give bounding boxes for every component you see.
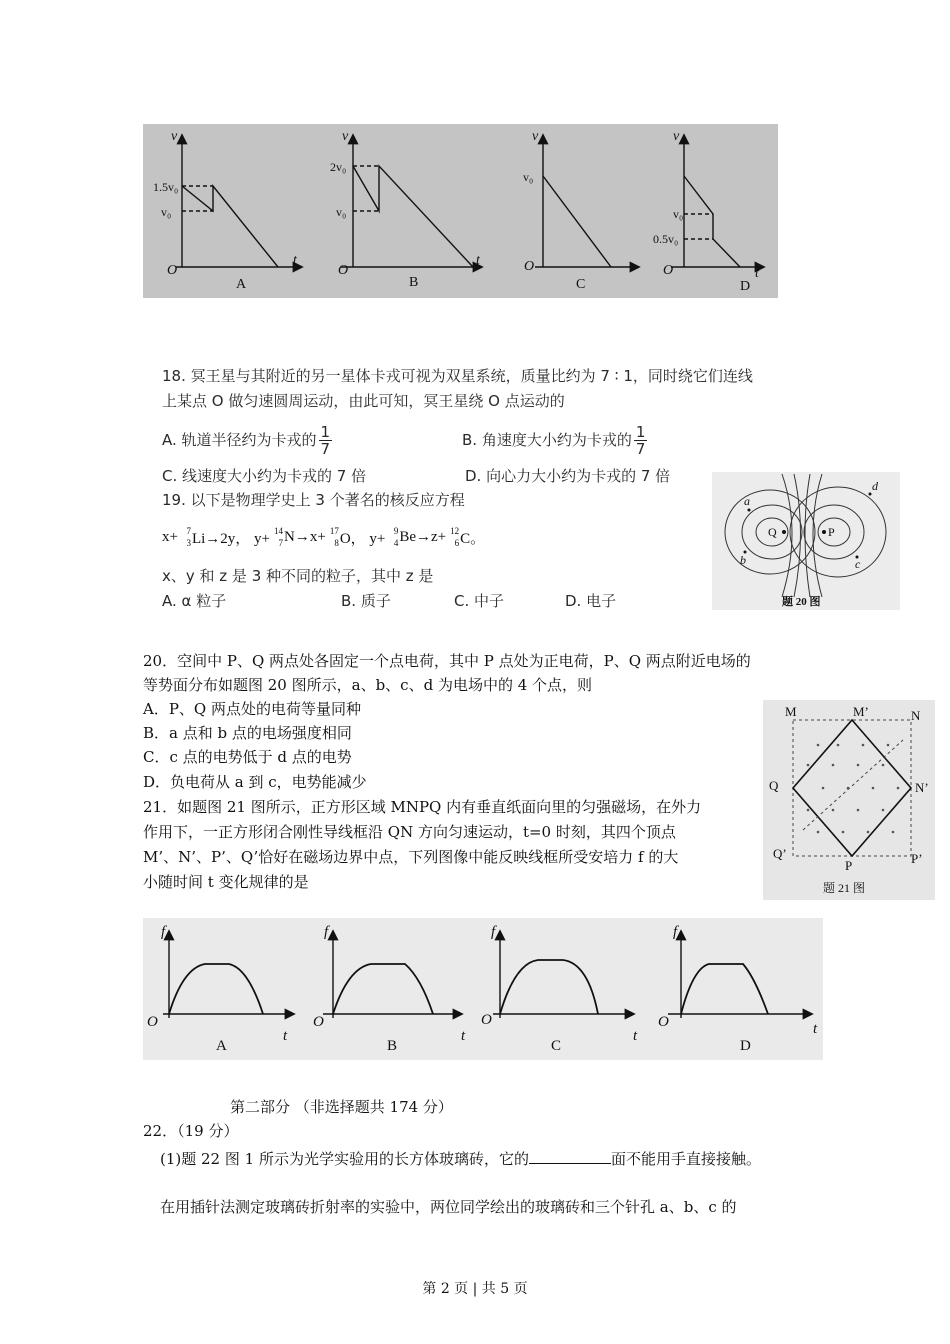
- q18-line2: 上某点 O 做匀速圆周运动，由此可知，冥王星绕 O 点运动的: [162, 392, 565, 410]
- fig20-label-q: Q: [768, 525, 777, 539]
- q18-option-d: D. 向心力大小约为卡戎的 7 倍: [465, 467, 671, 485]
- q21-line4: 小随时间 t 变化规律的是: [143, 873, 309, 891]
- fig21opt-d-axis-t: t: [813, 1021, 818, 1037]
- iso-be: [385, 526, 399, 548]
- q18-option-a-text: A. 轨道半径约为卡戎的: [162, 431, 317, 449]
- fig17-a-y1: 1.5v₀: [153, 180, 179, 194]
- q21-line1: 21．如题图 21 图所示，正方形区域 MNPQ 内有垂直纸面向里的匀强磁场，在外力: [143, 798, 702, 816]
- fig21-label-p1: P’: [911, 851, 923, 866]
- fig21opt-label-d: D: [740, 1038, 751, 1054]
- fig17-c-axis-t: t: [630, 260, 634, 275]
- q19-option-d: D. 电子: [565, 592, 617, 610]
- fig21-label-n1: N’: [915, 780, 929, 795]
- fig17-d-origin: O: [663, 263, 674, 278]
- fig17-d-y2: 0.5v₀: [653, 232, 679, 246]
- iso-o: [326, 526, 340, 548]
- fig17-b-y1: 2v₀: [330, 160, 347, 174]
- q18-option-b-text: B. 角速度大小约为卡戎的: [462, 431, 632, 449]
- fig20-label-c: c: [855, 557, 861, 571]
- eq-x: x+: [162, 528, 178, 545]
- fig21opt-b-axis-t: t: [461, 1028, 466, 1044]
- fig17-graph-c: [535, 136, 638, 267]
- q19-option-a: A. α 粒子: [162, 592, 227, 610]
- fig21opt-a-origin: O: [147, 1014, 158, 1030]
- iso-sup: 9: [393, 526, 399, 536]
- fig21-svg: [763, 700, 935, 900]
- fig17-svg: [143, 124, 778, 298]
- iso-sub: 4: [393, 538, 399, 548]
- eq-n: N→x+: [284, 528, 326, 545]
- fig17-graph-a: [176, 136, 301, 267]
- fig21opt-label-c: C: [551, 1038, 562, 1054]
- q19-equations: [162, 526, 485, 548]
- fig17-c-origin: O: [524, 259, 535, 274]
- fig17-label-a: A: [236, 277, 247, 292]
- fig21-label-m1: M’: [853, 704, 869, 719]
- q20-line1: 20．空间中 P、Q 两点处各固定一个点电荷，其中 P 点处为正电荷，P、Q 两点附近电场的: [143, 652, 751, 670]
- q22-line1-post: 面不能用手直接接触。: [610, 1150, 761, 1168]
- iso-sub: 8: [334, 538, 339, 548]
- q22-line1: [160, 1148, 761, 1170]
- q18-line1: 18. 冥王星与其附近的另一星体卡戎可视为双星系统，质量比约为 7 ∶ 1，同时绕它们连线: [162, 367, 753, 385]
- page-footer: 第 2 页 | 共 5 页: [422, 1281, 528, 1297]
- fig21opt-a-axis-f: f: [161, 924, 166, 940]
- iso-sup: 14: [274, 526, 284, 536]
- fig21-label-p: P: [845, 858, 853, 873]
- fig17-d-axis-v: v: [673, 129, 680, 144]
- fig17-label-d: D: [740, 279, 751, 294]
- fig21-label-m: M: [785, 704, 797, 719]
- fig21opt-label-b: B: [387, 1038, 398, 1054]
- eq-c: C。: [460, 530, 486, 547]
- q21-line3: M’、N’、P’、Q’恰好在磁场边界中点，下列图像中能反映线框所受安培力 f 的大: [143, 848, 679, 866]
- fig21opt-b-origin: O: [313, 1014, 324, 1030]
- fig20-panel: [712, 472, 900, 610]
- iso-c: [446, 526, 460, 548]
- fig21-caption: 题 21 图: [823, 881, 866, 895]
- fig20-svg: [712, 472, 900, 610]
- iso-sub: 3: [186, 538, 191, 548]
- fig21opt-d-origin: O: [658, 1014, 669, 1030]
- q22-line1-pre: (1)题 22 图 1 所示为光学实验用的长方体玻璃砖，它的: [160, 1150, 529, 1168]
- q18-option-b: [462, 420, 649, 460]
- q19-line3: x、y 和 z 是 3 种不同的粒子，其中 z 是: [162, 567, 434, 585]
- fig20-label-d: d: [872, 479, 878, 493]
- fig17-d-y1: v₀: [673, 207, 684, 221]
- fig17-b-axis-t: t: [476, 253, 480, 268]
- iso-n: [270, 526, 284, 548]
- q22-header: 22．（19 分）: [143, 1122, 239, 1140]
- eq-be: Be→z+: [399, 528, 447, 545]
- q20-option-d: D．负电荷从 a 到 c，电势能减少: [143, 773, 367, 791]
- fig21opt-a-axis-t: t: [283, 1028, 288, 1044]
- fig17-a-origin: O: [167, 263, 178, 278]
- fig21-label-q: Q: [769, 778, 779, 793]
- iso-li: [178, 526, 192, 548]
- q18-option-a-fraction: [319, 424, 333, 457]
- fig21opt-c-axis-f: f: [491, 924, 496, 940]
- fig20-caption: 题 20 图: [782, 596, 821, 608]
- q19-option-b: B. 质子: [341, 592, 391, 610]
- eq-li: Li→2y， y+: [191, 530, 271, 547]
- fig20-label-p: P: [828, 525, 835, 539]
- fig17-a-axis-v: v: [171, 129, 178, 144]
- fig17-label-c: C: [576, 277, 586, 292]
- fig17-c-axis-v: v: [532, 129, 539, 144]
- fig21-options-svg: [143, 918, 823, 1060]
- fig17-label-b: B: [409, 275, 419, 290]
- frac-num: 1: [635, 422, 646, 441]
- fig17-a-axis-t: t: [293, 253, 297, 268]
- iso-sup: 17: [329, 526, 339, 536]
- fig17-d-axis-t: t: [755, 266, 759, 281]
- fig21opt-c-origin: O: [481, 1012, 492, 1028]
- fig17-graph-d: [671, 136, 763, 267]
- q18-option-b-fraction: [634, 424, 648, 457]
- fig17-b-origin: O: [338, 263, 349, 278]
- fig21-panel: [763, 700, 935, 900]
- fig21-options-panel: [143, 918, 823, 1060]
- fig17-graph-b: [341, 136, 481, 267]
- fig21-label-n: N: [911, 708, 921, 723]
- q18-option-a: [162, 420, 334, 460]
- q20-option-b: B．a 点和 b 点的电场强度相同: [143, 724, 352, 742]
- fig21opt-c-axis-t: t: [633, 1028, 638, 1044]
- fig17-b-axis-v: v: [342, 129, 349, 144]
- frac-den: 7: [635, 439, 646, 458]
- fig20-label-a: a: [744, 494, 750, 508]
- fig20-label-b: b: [740, 553, 746, 567]
- frac-den: 7: [320, 439, 331, 458]
- fig21opt-label-a: A: [216, 1038, 227, 1054]
- q22-line2: 在用插针法测定玻璃砖折射率的实验中，两位同学绘出的玻璃砖和三个针孔 a、b、c 的: [160, 1198, 737, 1216]
- q20-option-c: C．c 点的电势低于 d 点的电势: [143, 748, 352, 766]
- part2-heading: 第二部分 （非选择题共 174 分）: [230, 1098, 453, 1116]
- iso-sup: 12: [450, 526, 460, 536]
- fig21opt-d-axis-f: f: [673, 924, 678, 940]
- q18-option-c: C. 线速度大小约为卡戎的 7 倍: [162, 467, 367, 485]
- iso-sup: 7: [186, 526, 191, 536]
- fig17-b-y2: v₀: [336, 205, 347, 219]
- q20-line2: 等势面分布如题图 20 图所示，a、b、c、d 为电场中的 4 个点，则: [143, 676, 593, 694]
- fig17-a-y2: v₀: [161, 205, 172, 219]
- q21-line2: 作用下，一正方形闭合刚性导线框沿 QN 方向匀速运动，t=0 时刻，其四个顶点: [143, 823, 676, 841]
- q19-option-c: C. 中子: [454, 592, 505, 610]
- fig17-panel: [143, 124, 778, 298]
- q19-line1: 19. 以下是物理学史上 3 个著名的核反应方程: [162, 491, 465, 509]
- fig17-c-y: v₀: [523, 170, 534, 184]
- eq-o: O， y+: [339, 530, 386, 547]
- frac-num: 1: [320, 422, 331, 441]
- answer-blank[interactable]: [529, 1149, 611, 1164]
- fig21-label-q1: Q’: [773, 846, 787, 861]
- fig21opt-b-axis-f: f: [324, 924, 329, 940]
- iso-sub: 7: [278, 538, 284, 548]
- q20-option-a: A．P、Q 两点处的电荷等量同种: [143, 700, 361, 718]
- fig21-options-curves: [169, 960, 768, 1014]
- iso-sub: 6: [454, 538, 460, 548]
